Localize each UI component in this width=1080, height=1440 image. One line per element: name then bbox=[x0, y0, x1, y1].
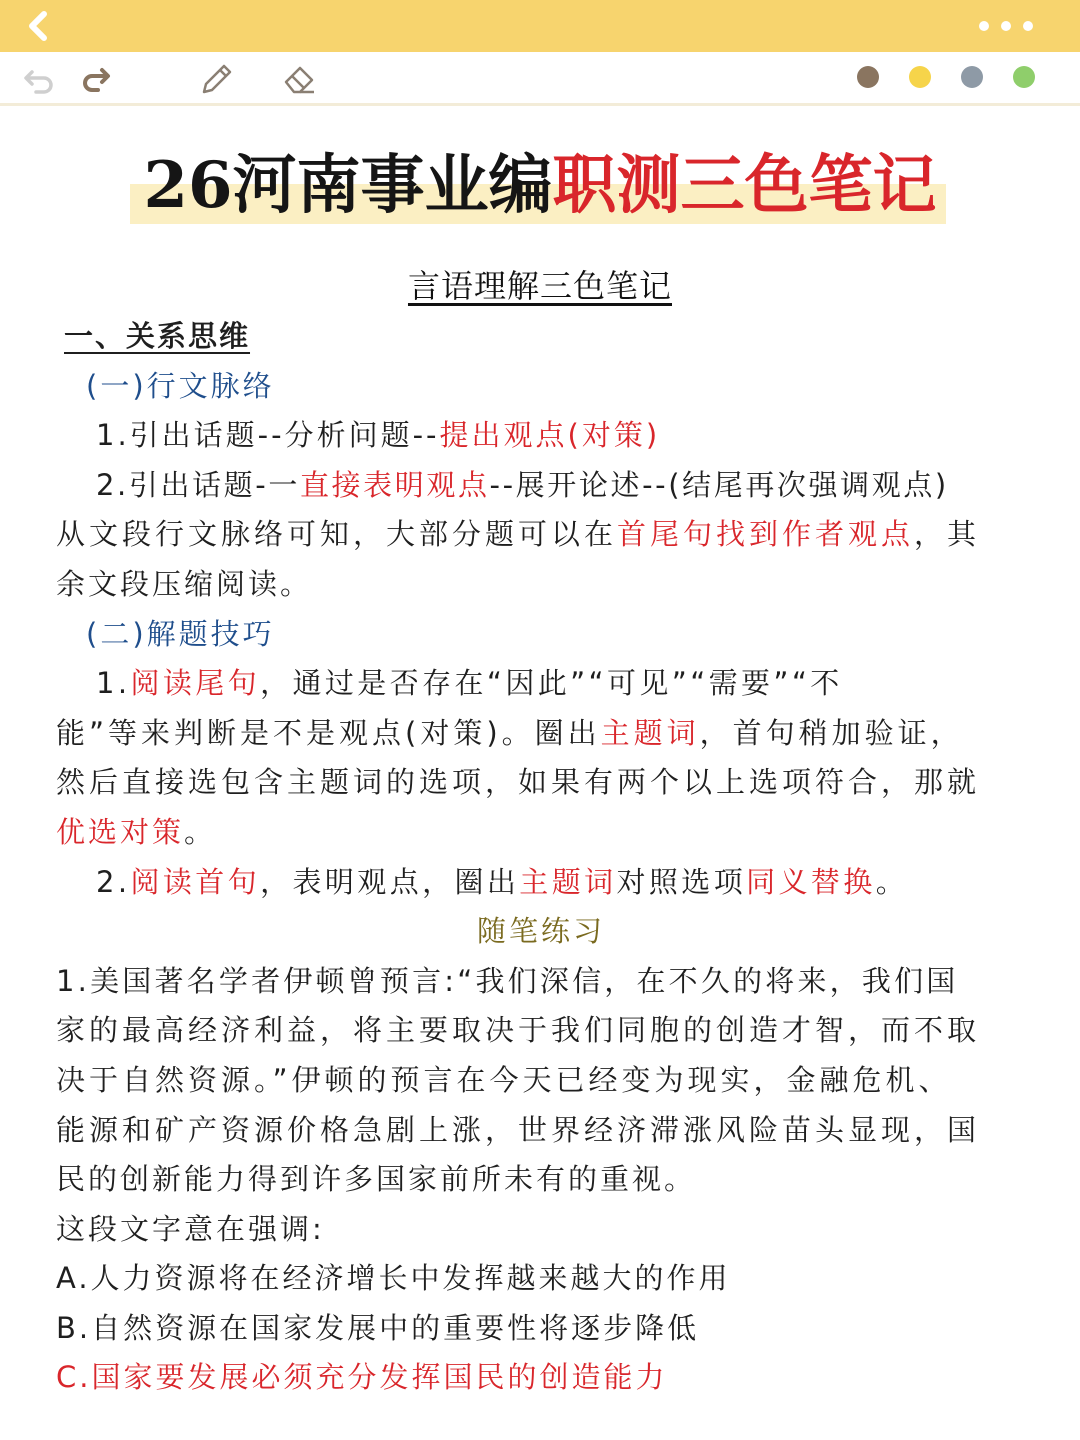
note-line bbox=[56, 411, 1026, 461]
text: 2. bbox=[96, 864, 131, 899]
option-c: C.国家要发展必须充分发挥国民的创造能力 bbox=[56, 1360, 668, 1395]
subsection-heading: (一)行文脉络 bbox=[86, 368, 275, 403]
option-a: A.人力资源将在经济增长中发挥越来越大的作用 bbox=[56, 1261, 731, 1296]
color-swatch-brown[interactable] bbox=[857, 66, 879, 88]
red-text: 提出观点(对策) bbox=[439, 418, 661, 453]
text: ，其 bbox=[914, 517, 981, 552]
red-text: 首尾句找到作者观点 bbox=[617, 517, 915, 552]
red-text: 主题词 bbox=[600, 715, 700, 750]
text: 。 bbox=[184, 814, 217, 849]
question-line: 能源和矿产资源价格急剧上涨，世界经济滞涨风险苗头显现，国 bbox=[56, 1112, 981, 1147]
red-text: 优选对策 bbox=[56, 814, 185, 849]
note-line bbox=[56, 858, 1026, 908]
color-swatch-gray[interactable] bbox=[961, 66, 983, 88]
note-body bbox=[56, 312, 1026, 1403]
text: 从文段行文脉络可知，大部分题可以在 bbox=[56, 517, 618, 552]
note-line bbox=[56, 461, 1026, 511]
red-text: 阅读尾句 bbox=[130, 666, 261, 701]
question-line: 1.美国著名学者伊顿曾预言:“我们深信，在不久的将来，我们国 bbox=[56, 963, 959, 998]
note-line bbox=[56, 808, 1026, 858]
note-subtitle: 言语理解三色笔记 bbox=[407, 267, 672, 305]
text: 能”等来判断是不是观点(对策)。圈出 bbox=[56, 715, 601, 750]
text: 1. bbox=[96, 666, 131, 701]
color-swatch-yellow[interactable] bbox=[909, 66, 931, 88]
question-line: 家的最高经济利益，将主要取决于我们同胞的创造才智，而不取 bbox=[56, 1013, 981, 1048]
red-text: 直接表明观点 bbox=[299, 467, 490, 502]
red-text: 同义替换 bbox=[746, 864, 876, 899]
note-line: 然后直接选包含主题词的选项，如果有两个以上选项符合，那就 bbox=[56, 765, 981, 800]
more-dots-icon[interactable] bbox=[976, 16, 1040, 36]
practice-heading: 随笔练习 bbox=[476, 914, 605, 949]
text: 2.引出话题-一 bbox=[96, 467, 300, 502]
red-text: 主题词 bbox=[519, 864, 617, 899]
note-line: 余文段压缩阅读。 bbox=[56, 566, 313, 601]
eraser-icon[interactable] bbox=[282, 62, 316, 96]
subsection-heading: (二)解题技巧 bbox=[86, 616, 275, 651]
text: 。 bbox=[875, 864, 909, 899]
title-black-part: 26河南事业编 bbox=[143, 148, 553, 223]
question-line: 决于自然资源。”伊顿的预言在今天已经变为现实，金融危机、 bbox=[56, 1062, 952, 1097]
note-line bbox=[56, 659, 1026, 709]
redo-icon[interactable] bbox=[80, 62, 114, 96]
text: 1.引出话题--分析问题-- bbox=[96, 418, 440, 453]
text: 对照选项 bbox=[616, 864, 747, 899]
note-line bbox=[56, 510, 1026, 560]
pencil-icon[interactable] bbox=[198, 62, 232, 96]
note-title bbox=[0, 144, 1080, 228]
note-line bbox=[56, 709, 1026, 759]
text: ，首句稍加验证， bbox=[699, 715, 964, 750]
section-heading bbox=[56, 312, 1026, 362]
red-text: 阅读首句 bbox=[130, 864, 261, 899]
text: ，表明观点，圈出 bbox=[260, 864, 520, 899]
question-prompt: 这段文字意在强调: bbox=[56, 1211, 325, 1246]
top-bar bbox=[0, 0, 1080, 52]
question-line: 民的创新能力得到许多国家前所未有的重视。 bbox=[56, 1162, 697, 1197]
text: ，通过是否存在“因此”“可见”“需要”“不 bbox=[260, 666, 843, 701]
undo-icon[interactable] bbox=[22, 62, 56, 96]
text: --展开论述--(结尾再次强调观点) bbox=[489, 467, 949, 502]
chevron-left-icon[interactable] bbox=[20, 8, 56, 44]
section-heading-text: 一、关系思维 bbox=[64, 319, 251, 353]
color-swatch-green[interactable] bbox=[1013, 66, 1035, 88]
option-b: B.自然资源在国家发展中的重要性将逐步降低 bbox=[56, 1310, 700, 1345]
title-red-part: 职测三色笔记 bbox=[552, 148, 937, 223]
